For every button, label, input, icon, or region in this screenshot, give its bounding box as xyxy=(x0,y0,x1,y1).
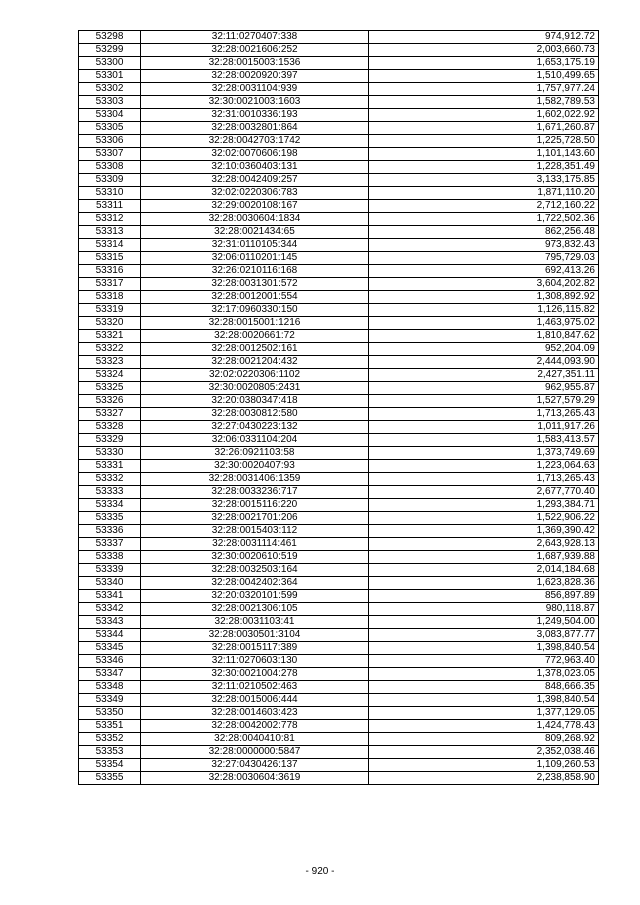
amount-cell: 2,352,038.46 xyxy=(369,746,599,759)
table-row xyxy=(79,382,599,395)
cadastral-number-cell: 32:28:0012502:161 xyxy=(141,343,369,356)
amount-cell: 1,671,260.87 xyxy=(369,122,599,135)
row-number-cell: 53332 xyxy=(79,473,141,486)
cadastral-number-cell: 32:28:0000000:5847 xyxy=(141,746,369,759)
table-row xyxy=(79,174,599,187)
row-number-cell: 53313 xyxy=(79,226,141,239)
table-row xyxy=(79,57,599,70)
amount-cell: 2,427,351.11 xyxy=(369,369,599,382)
row-number-cell: 53317 xyxy=(79,278,141,291)
cadastral-number-cell: 32:28:0031301:572 xyxy=(141,278,369,291)
table-row xyxy=(79,408,599,421)
row-number-cell: 53340 xyxy=(79,577,141,590)
cadastral-number-cell: 32:30:0020407:93 xyxy=(141,460,369,473)
amount-cell: 2,238,858.90 xyxy=(369,772,599,785)
row-number-cell: 53324 xyxy=(79,369,141,382)
table-row xyxy=(79,122,599,135)
table-row xyxy=(79,421,599,434)
cadastral-number-cell: 32:20:0380347:418 xyxy=(141,395,369,408)
amount-cell: 1,582,789.53 xyxy=(369,96,599,109)
row-number-cell: 53346 xyxy=(79,655,141,668)
row-number-cell: 53353 xyxy=(79,746,141,759)
cadastral-number-cell: 32:10:0360403:131 xyxy=(141,161,369,174)
row-number-cell: 53341 xyxy=(79,590,141,603)
cadastral-number-cell: 32:28:0042703:1742 xyxy=(141,135,369,148)
row-number-cell: 53309 xyxy=(79,174,141,187)
table-row xyxy=(79,577,599,590)
cadastral-number-cell: 32:28:0031406:1359 xyxy=(141,473,369,486)
row-number-cell: 53306 xyxy=(79,135,141,148)
amount-cell: 856,897.89 xyxy=(369,590,599,603)
table-row xyxy=(79,161,599,174)
cadastral-number-cell: 32:28:0021306:105 xyxy=(141,603,369,616)
row-number-cell: 53333 xyxy=(79,486,141,499)
amount-cell: 1,713,265.43 xyxy=(369,408,599,421)
table-row xyxy=(79,291,599,304)
table-row xyxy=(79,252,599,265)
cadastral-number-cell: 32:28:0020920:397 xyxy=(141,70,369,83)
cadastral-number-cell: 32:28:0042002:778 xyxy=(141,720,369,733)
table-row xyxy=(79,681,599,694)
cadastral-number-cell: 32:28:0020661:72 xyxy=(141,330,369,343)
cadastral-number-cell: 32:17:0960330:150 xyxy=(141,304,369,317)
amount-cell: 692,413.26 xyxy=(369,265,599,278)
row-number-cell: 53343 xyxy=(79,616,141,629)
row-number-cell: 53335 xyxy=(79,512,141,525)
amount-cell: 1,249,504.00 xyxy=(369,616,599,629)
cadastral-number-cell: 32:28:0032503:164 xyxy=(141,564,369,577)
cadastral-number-cell: 32:28:0032801:864 xyxy=(141,122,369,135)
table-row xyxy=(79,564,599,577)
row-number-cell: 53300 xyxy=(79,57,141,70)
row-number-cell: 53321 xyxy=(79,330,141,343)
table-row xyxy=(79,460,599,473)
amount-cell: 3,083,877.77 xyxy=(369,629,599,642)
table-row xyxy=(79,213,599,226)
amount-cell: 1,424,778.43 xyxy=(369,720,599,733)
row-number-cell: 53311 xyxy=(79,200,141,213)
row-number-cell: 53310 xyxy=(79,187,141,200)
row-number-cell: 53344 xyxy=(79,629,141,642)
amount-cell: 1,225,728.50 xyxy=(369,135,599,148)
row-number-cell: 53303 xyxy=(79,96,141,109)
cadastral-number-cell: 32:02:0070606:198 xyxy=(141,148,369,161)
row-number-cell: 53302 xyxy=(79,83,141,96)
table-row xyxy=(79,265,599,278)
amount-cell: 1,378,023.05 xyxy=(369,668,599,681)
cadastral-number-cell: 32:27:0430426:137 xyxy=(141,759,369,772)
amount-cell: 973,832.43 xyxy=(369,239,599,252)
table-row xyxy=(79,720,599,733)
row-number-cell: 53339 xyxy=(79,564,141,577)
row-number-cell: 53319 xyxy=(79,304,141,317)
amount-cell: 974,912.72 xyxy=(369,31,599,44)
cadastral-number-cell: 32:28:0040410:81 xyxy=(141,733,369,746)
row-number-cell: 53329 xyxy=(79,434,141,447)
amount-cell: 1,011,917.26 xyxy=(369,421,599,434)
cadastral-number-cell: 32:28:0015001:1216 xyxy=(141,317,369,330)
amount-cell: 809,268.92 xyxy=(369,733,599,746)
amount-cell: 1,373,749.69 xyxy=(369,447,599,460)
cadastral-number-cell: 32:28:0033236:717 xyxy=(141,486,369,499)
amount-cell: 2,003,660.73 xyxy=(369,44,599,57)
cadastral-number-cell: 32:28:0030501:3104 xyxy=(141,629,369,642)
row-number-cell: 53314 xyxy=(79,239,141,252)
amount-cell: 1,522,906.22 xyxy=(369,512,599,525)
amount-cell: 1,228,351.49 xyxy=(369,161,599,174)
amount-cell: 1,398,840.54 xyxy=(369,642,599,655)
cadastral-number-cell: 32:28:0015117:389 xyxy=(141,642,369,655)
row-number-cell: 53307 xyxy=(79,148,141,161)
row-number-cell: 53327 xyxy=(79,408,141,421)
table-row xyxy=(79,83,599,96)
cadastral-number-cell: 32:26:0921103:58 xyxy=(141,447,369,460)
table-row xyxy=(79,434,599,447)
cadastral-number-cell: 32:28:0031114:461 xyxy=(141,538,369,551)
table-row xyxy=(79,616,599,629)
amount-cell: 1,653,175.19 xyxy=(369,57,599,70)
row-number-cell: 53318 xyxy=(79,291,141,304)
row-number-cell: 53305 xyxy=(79,122,141,135)
row-number-cell: 53342 xyxy=(79,603,141,616)
table-row xyxy=(79,31,599,44)
amount-cell: 1,510,499.65 xyxy=(369,70,599,83)
table-row xyxy=(79,642,599,655)
table-row xyxy=(79,473,599,486)
table-row xyxy=(79,538,599,551)
row-number-cell: 53352 xyxy=(79,733,141,746)
amount-cell: 1,308,892.92 xyxy=(369,291,599,304)
table-row xyxy=(79,395,599,408)
amount-cell: 795,729.03 xyxy=(369,252,599,265)
amount-cell: 1,398,840.54 xyxy=(369,694,599,707)
cadastral-number-cell: 32:28:0030604:1834 xyxy=(141,213,369,226)
cadastral-number-cell: 32:28:0042402:364 xyxy=(141,577,369,590)
row-number-cell: 53328 xyxy=(79,421,141,434)
table-row xyxy=(79,44,599,57)
table-row xyxy=(79,239,599,252)
amount-cell: 962,955.87 xyxy=(369,382,599,395)
table-row xyxy=(79,525,599,538)
table-row xyxy=(79,109,599,122)
amount-cell: 952,204.09 xyxy=(369,343,599,356)
page-number: - 920 - xyxy=(305,866,335,877)
row-number-cell: 53355 xyxy=(79,772,141,785)
cadastral-number-cell: 32:28:0015403:112 xyxy=(141,525,369,538)
cadastral-number-cell: 32:28:0031103:41 xyxy=(141,616,369,629)
cadastral-number-cell: 32:28:0012001:554 xyxy=(141,291,369,304)
table-row xyxy=(79,70,599,83)
amount-cell: 1,722,502.36 xyxy=(369,213,599,226)
table-row xyxy=(79,447,599,460)
cadastral-number-cell: 32:20:0320101:599 xyxy=(141,590,369,603)
table-row xyxy=(79,759,599,772)
table-row xyxy=(79,369,599,382)
table-row xyxy=(79,304,599,317)
row-number-cell: 53320 xyxy=(79,317,141,330)
amount-cell: 1,293,384.71 xyxy=(369,499,599,512)
row-number-cell: 53338 xyxy=(79,551,141,564)
row-number-cell: 53298 xyxy=(79,31,141,44)
table-row xyxy=(79,96,599,109)
table-row xyxy=(79,278,599,291)
row-number-cell: 53349 xyxy=(79,694,141,707)
amount-cell: 2,712,160.22 xyxy=(369,200,599,213)
row-number-cell: 53336 xyxy=(79,525,141,538)
table-body xyxy=(79,31,599,785)
cadastral-number-cell: 32:30:0021003:1603 xyxy=(141,96,369,109)
cadastral-number-cell: 32:28:0042409:257 xyxy=(141,174,369,187)
table-row xyxy=(79,707,599,720)
cadastral-number-cell: 32:28:0015003:1536 xyxy=(141,57,369,70)
cadastral-number-cell: 32:28:0021606:252 xyxy=(141,44,369,57)
amount-cell: 1,527,579.29 xyxy=(369,395,599,408)
table-row xyxy=(79,590,599,603)
cadastral-number-cell: 32:28:0015116:220 xyxy=(141,499,369,512)
table-row xyxy=(79,668,599,681)
amount-cell: 3,133,175.85 xyxy=(369,174,599,187)
table-row xyxy=(79,746,599,759)
row-number-cell: 53316 xyxy=(79,265,141,278)
amount-cell: 1,871,110.20 xyxy=(369,187,599,200)
table-row xyxy=(79,356,599,369)
amount-cell: 1,713,265.43 xyxy=(369,473,599,486)
amount-cell: 2,014,184.68 xyxy=(369,564,599,577)
table-row xyxy=(79,135,599,148)
amount-cell: 1,583,413.57 xyxy=(369,434,599,447)
row-number-cell: 53351 xyxy=(79,720,141,733)
cadastral-number-cell: 32:28:0021701:206 xyxy=(141,512,369,525)
amount-cell: 2,444,093.90 xyxy=(369,356,599,369)
row-number-cell: 53354 xyxy=(79,759,141,772)
cadastral-number-cell: 32:02:0220306:783 xyxy=(141,187,369,200)
row-number-cell: 53350 xyxy=(79,707,141,720)
amount-cell: 2,643,928.13 xyxy=(369,538,599,551)
cadastral-number-cell: 32:27:0430223:132 xyxy=(141,421,369,434)
amount-cell: 1,602,022.92 xyxy=(369,109,599,122)
row-number-cell: 53301 xyxy=(79,70,141,83)
row-number-cell: 53337 xyxy=(79,538,141,551)
cadastral-number-cell: 32:28:0030604:3619 xyxy=(141,772,369,785)
table-row xyxy=(79,343,599,356)
table-row xyxy=(79,655,599,668)
row-number-cell: 53325 xyxy=(79,382,141,395)
amount-cell: 1,463,975.02 xyxy=(369,317,599,330)
table-row xyxy=(79,629,599,642)
data-table xyxy=(78,30,599,785)
amount-cell: 772,963.40 xyxy=(369,655,599,668)
row-number-cell: 53323 xyxy=(79,356,141,369)
amount-cell: 980,118.87 xyxy=(369,603,599,616)
amount-cell: 1,101,143.60 xyxy=(369,148,599,161)
amount-cell: 862,256.48 xyxy=(369,226,599,239)
table-row xyxy=(79,486,599,499)
row-number-cell: 53304 xyxy=(79,109,141,122)
table-row xyxy=(79,603,599,616)
amount-cell: 1,623,828.36 xyxy=(369,577,599,590)
amount-cell: 2,677,770.40 xyxy=(369,486,599,499)
cadastral-number-cell: 32:28:0031104:939 xyxy=(141,83,369,96)
row-number-cell: 53299 xyxy=(79,44,141,57)
cadastral-number-cell: 32:11:0270603:130 xyxy=(141,655,369,668)
row-number-cell: 53326 xyxy=(79,395,141,408)
row-number-cell: 53348 xyxy=(79,681,141,694)
amount-cell: 848,666.35 xyxy=(369,681,599,694)
cadastral-number-cell: 32:06:0110201:145 xyxy=(141,252,369,265)
amount-cell: 1,109,260.53 xyxy=(369,759,599,772)
amount-cell: 1,377,129.05 xyxy=(369,707,599,720)
amount-cell: 1,369,390.42 xyxy=(369,525,599,538)
table-row xyxy=(79,512,599,525)
row-number-cell: 53308 xyxy=(79,161,141,174)
table-row xyxy=(79,772,599,785)
cadastral-number-cell: 32:11:0270407:338 xyxy=(141,31,369,44)
cadastral-number-cell: 32:28:0014603:423 xyxy=(141,707,369,720)
cadastral-number-cell: 32:30:0020805:2431 xyxy=(141,382,369,395)
cadastral-number-cell: 32:31:0110105:344 xyxy=(141,239,369,252)
table-row xyxy=(79,694,599,707)
row-number-cell: 53334 xyxy=(79,499,141,512)
table-row xyxy=(79,733,599,746)
row-number-cell: 53331 xyxy=(79,460,141,473)
table-row xyxy=(79,200,599,213)
cadastral-number-cell: 32:30:0020610:519 xyxy=(141,551,369,564)
cadastral-number-cell: 32:28:0021434:65 xyxy=(141,226,369,239)
row-number-cell: 53312 xyxy=(79,213,141,226)
row-number-cell: 53330 xyxy=(79,447,141,460)
table-row xyxy=(79,499,599,512)
cadastral-number-cell: 32:28:0015006:444 xyxy=(141,694,369,707)
cadastral-number-cell: 32:28:0021204:432 xyxy=(141,356,369,369)
amount-cell: 1,687,939.88 xyxy=(369,551,599,564)
table-row xyxy=(79,148,599,161)
amount-cell: 1,757,977.24 xyxy=(369,83,599,96)
cadastral-number-cell: 32:06:0331104:204 xyxy=(141,434,369,447)
table-row xyxy=(79,226,599,239)
table-row xyxy=(79,317,599,330)
table-row xyxy=(79,187,599,200)
cadastral-number-cell: 32:02:0220306:1102 xyxy=(141,369,369,382)
amount-cell: 1,223,064.63 xyxy=(369,460,599,473)
cadastral-number-cell: 32:26:0210116:168 xyxy=(141,265,369,278)
cadastral-number-cell: 32:11:0210502:463 xyxy=(141,681,369,694)
cadastral-number-cell: 32:30:0021004:278 xyxy=(141,668,369,681)
row-number-cell: 53345 xyxy=(79,642,141,655)
table-row xyxy=(79,551,599,564)
amount-cell: 1,810,847.62 xyxy=(369,330,599,343)
cadastral-number-cell: 32:31:0010336:193 xyxy=(141,109,369,122)
table-row xyxy=(79,330,599,343)
amount-cell: 3,604,202.82 xyxy=(369,278,599,291)
amount-cell: 1,126,115.82 xyxy=(369,304,599,317)
cadastral-number-cell: 32:28:0030812:580 xyxy=(141,408,369,421)
row-number-cell: 53315 xyxy=(79,252,141,265)
cadastral-number-cell: 32:29:0020108:167 xyxy=(141,200,369,213)
row-number-cell: 53347 xyxy=(79,668,141,681)
row-number-cell: 53322 xyxy=(79,343,141,356)
